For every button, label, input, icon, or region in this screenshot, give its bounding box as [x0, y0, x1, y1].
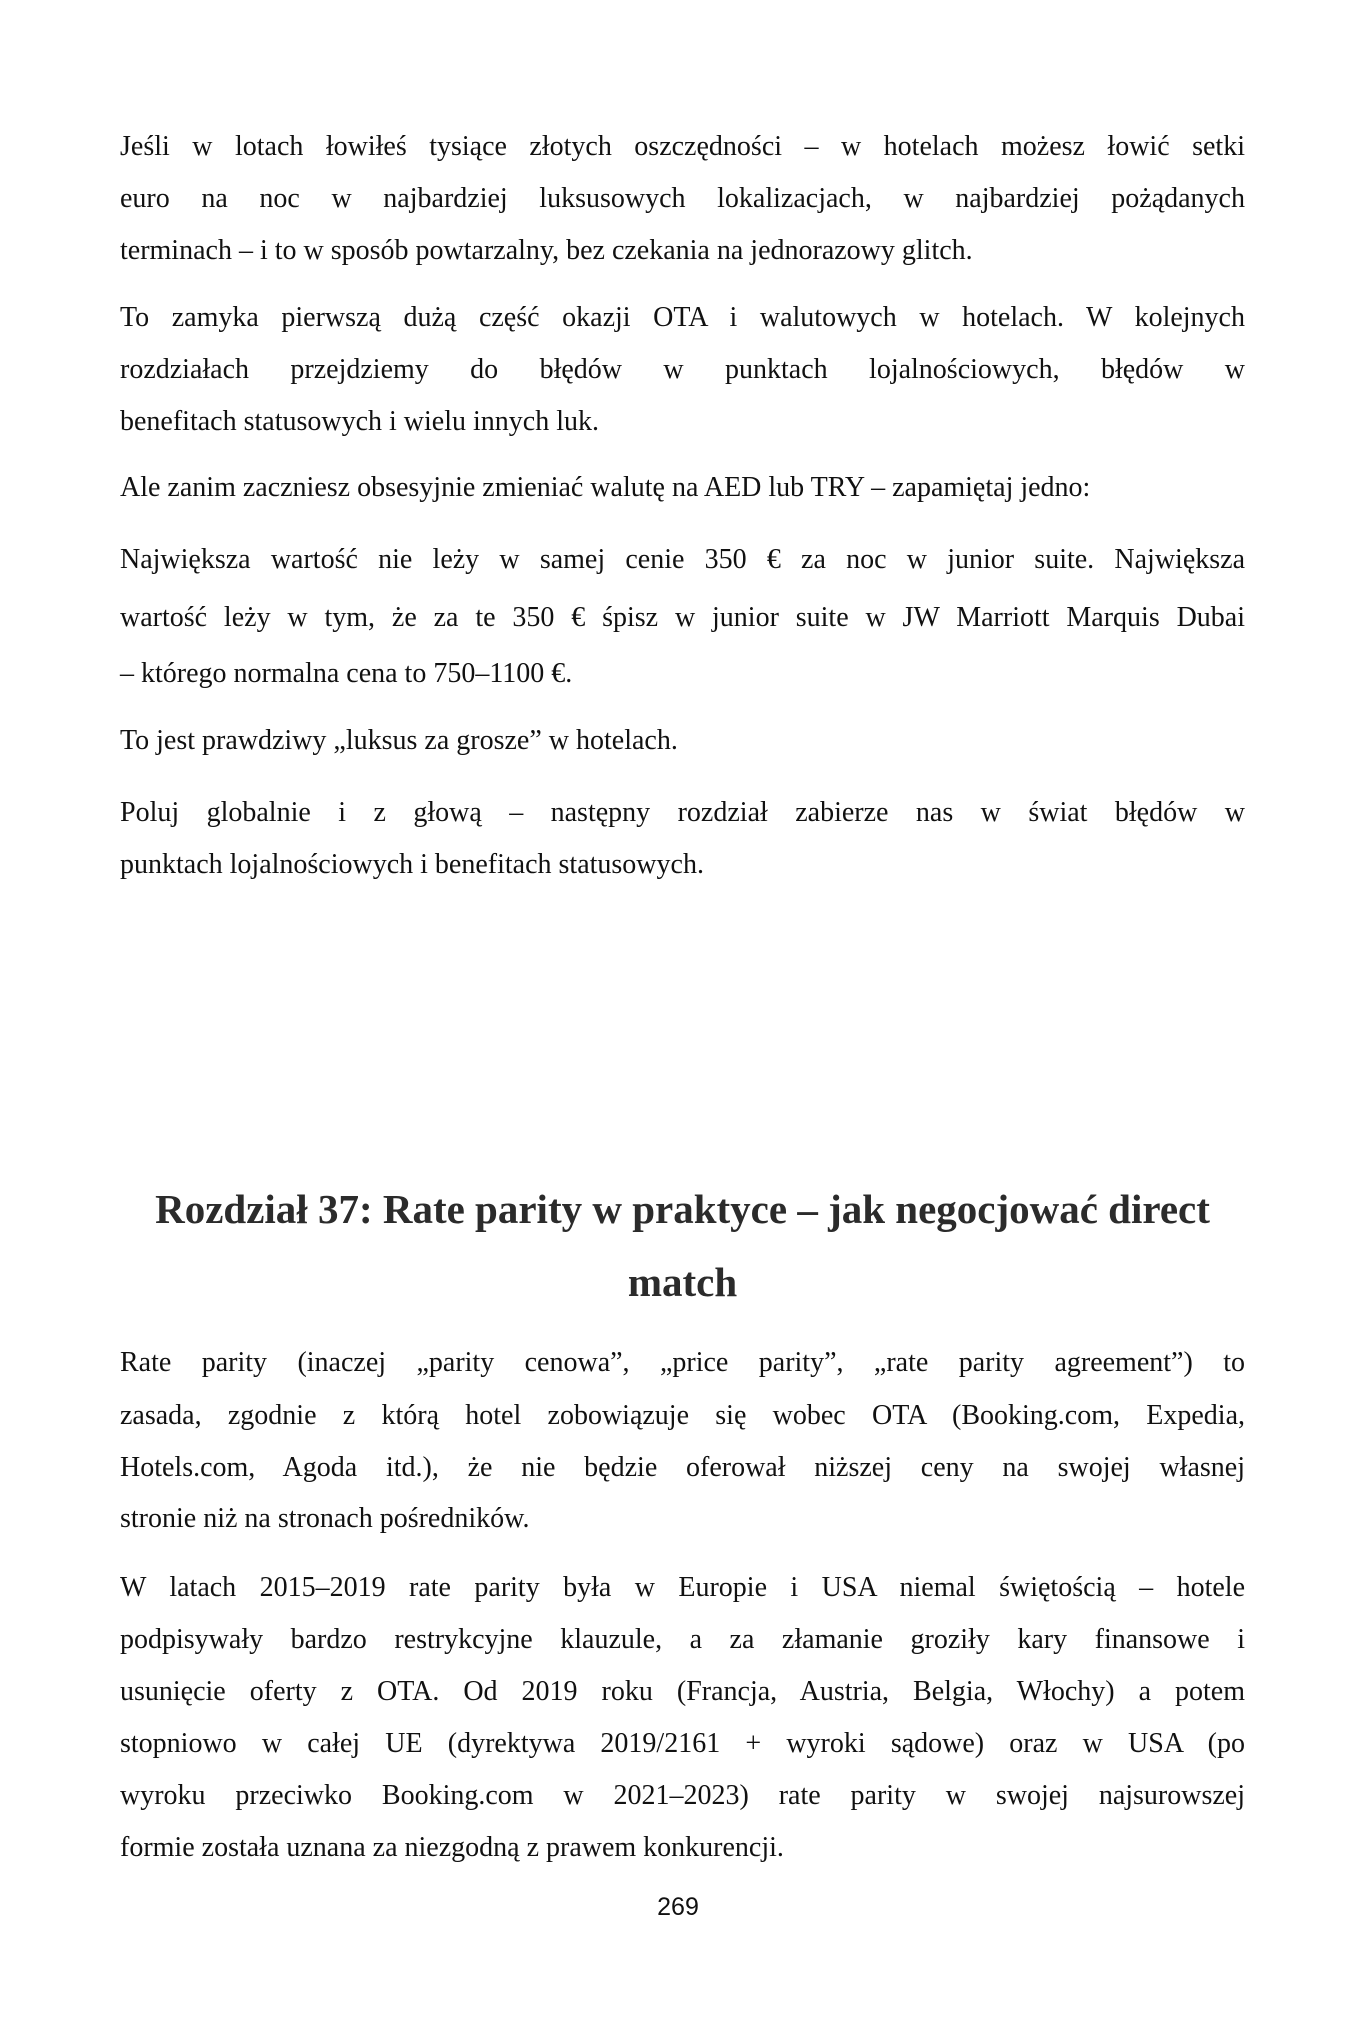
paragraph-1-line-1: Jeśli w lotach łowiłeś tysiące złotych oszczędności – w hotelach możesz łowić setki	[120, 131, 1245, 162]
page-number: 269	[657, 1893, 699, 1921]
paragraph-2-line-1: To zamyka pierwszą dużą część okazji OTA i walutowych w hotelach. W kolejnych	[120, 302, 1245, 333]
chapter-paragraph-1-line-1: Rate parity (inaczej „parity cenowa”, „price parity”, „rate parity agreement”) to	[120, 1347, 1245, 1378]
chapter-paragraph-2-line-5: wyroku przeciwko Booking.com w 2021–2023) rate parity w swojej najsurowszej	[120, 1780, 1245, 1811]
chapter-paragraph-2-line-6: formie została uznana za niezgodną z prawem konkurencji.	[120, 1832, 784, 1863]
chapter-paragraph-1-line-2: zasada, zgodnie z którą hotel zobowiązuje się wobec OTA (Booking.com, Expedia,	[120, 1400, 1245, 1431]
paragraph-4-line-2: wartość leży w tym, że za te 350 € śpisz w junior suite w JW Marriott Marquis Dubai	[120, 602, 1245, 633]
paragraph-6-line-1: Poluj globalnie i z głową – następny rozdział zabierze nas w świat błędów w	[120, 797, 1245, 828]
chapter-paragraph-2-line-4: stopniowo w całej UE (dyrektywa 2019/2161 + wyroki sądowe) oraz w USA (po	[120, 1728, 1245, 1759]
chapter-title-line-1: Rozdział 37: Rate parity w praktyce – jak negocjować direct	[155, 1186, 1210, 1232]
paragraph-5-line-1: To jest prawdziwy „luksus za grosze” w hotelach.	[120, 725, 678, 756]
paragraph-4-line-3: – którego normalna cena to 750–1100 €.	[120, 658, 573, 689]
chapter-paragraph-1-line-3: Hotels.com, Agoda itd.), że nie będzie oferował niższej ceny na swojej własnej	[120, 1452, 1245, 1483]
chapter-title-line-2: match	[627, 1259, 738, 1305]
chapter-paragraph-2-line-1: W latach 2015–2019 rate parity była w Europie i USA niemal świętością – hotele	[120, 1572, 1245, 1603]
paragraph-6-line-2: punktach lojalnościowych i benefitach statusowych.	[120, 849, 704, 880]
paragraph-1-line-3: terminach – i to w sposób powtarzalny, bez czekania na jednorazowy glitch.	[120, 235, 973, 266]
chapter-paragraph-1-line-4: stronie niż na stronach pośredników.	[120, 1503, 530, 1534]
paragraph-3-line-1: Ale zanim zaczniesz obsesyjnie zmieniać walutę na AED lub TRY – zapamiętaj jedno:	[120, 472, 1091, 503]
paragraph-2-line-2: rozdziałach przejdziemy do błędów w punktach lojalnościowych, błędów w	[120, 354, 1245, 385]
paragraph-2-line-3: benefitach statusowych i wielu innych luk.	[120, 406, 599, 437]
paragraph-4-line-1: Największa wartość nie leży w samej cenie 350 € za noc w junior suite. Największa	[120, 544, 1245, 575]
chapter-paragraph-2-line-3: usunięcie oferty z OTA. Od 2019 roku (Francja, Austria, Belgia, Włochy) a potem	[120, 1676, 1245, 1707]
chapter-paragraph-2-line-2: podpisywały bardzo restrykcyjne klauzule, a za złamanie groziły kary finansowe i	[120, 1624, 1245, 1655]
paragraph-1-line-2: euro na noc w najbardziej luksusowych lokalizacjach, w najbardziej pożądanych	[120, 183, 1245, 214]
